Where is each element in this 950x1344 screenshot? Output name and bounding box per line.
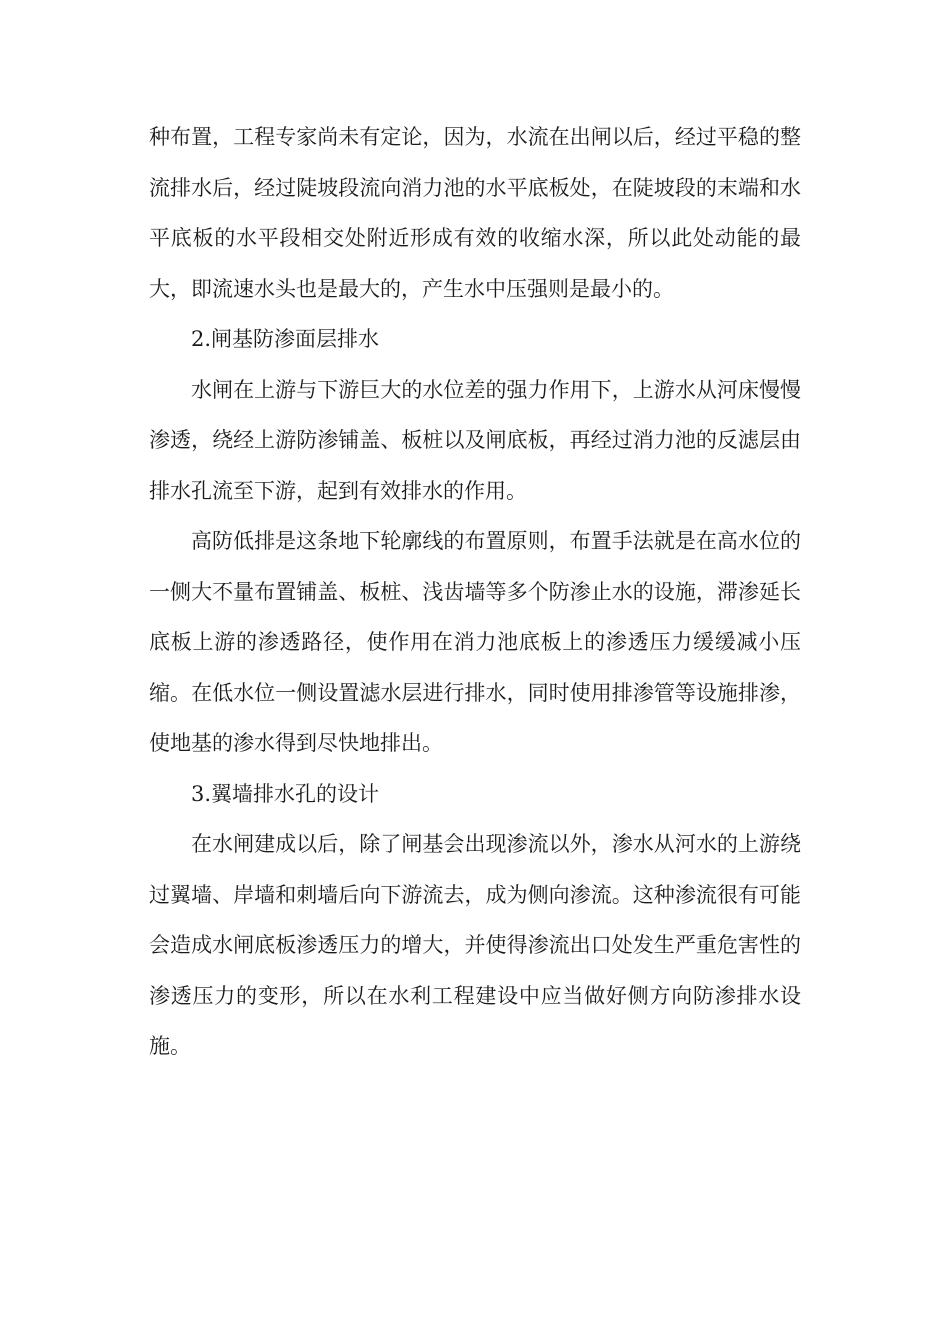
section-heading-wingwall-drain: 3.翼墙排水孔的设计 [191, 781, 380, 806]
paragraph-lateral-seepage: 在水闸建成以后，除了闸基会出现渗流以外，渗水从河水的上游绕过翼墙、岸墙和刺墙后向下游流去，成为侧向渗流。这种渗流很有可能会造成水闸底板渗透压力的增大，并使得渗流出口处发生严重危害性的渗透压力的变形，所以在水利工程建设中应当做好侧方向防渗排水设施。 [149, 832, 801, 1058]
paragraph-high-low-principle: 高防低排是这条地下轮廓线的布置原则，布置手法就是在高水位的一侧大不量布置铺盖、板桩、浅齿墙等多个防渗止水的设施，滞渗延长底板上游的渗透路径，使作用在消力池底板上的渗透压力缓缓减小压缩。在低水位一侧设置滤水层进行排水，同时使用排渗管等设施排渗，使地基的渗水得到尽快地排出。 [149, 529, 801, 755]
section-heading-foundation-drainage: 2.闸基防渗面层排水 [191, 327, 380, 351]
document-body [149, 112, 801, 1072]
paragraph-seepage-path: 水闸在上游与下游巨大的水位差的强力作用下，上游水从河床慢慢渗透，绕经上游防渗铺盖、板桩以及闸底板，再经过消力池的反滤层由排水孔流至下游，起到有效排水的作用。 [149, 377, 801, 503]
paragraph-spillway-layout: 种布置，工程专家尚未有定论，因为，水流在出闸以后，经过平稳的整流排水后，经过陡坡段流向消力池的水平底板处，在陡坡段的末端和水平底板的水平段相交处附近形成有效的收缩水深，所以此处动能的最大，即流速水头也是最大的，产生水中压强则是最小的。 [149, 125, 801, 301]
